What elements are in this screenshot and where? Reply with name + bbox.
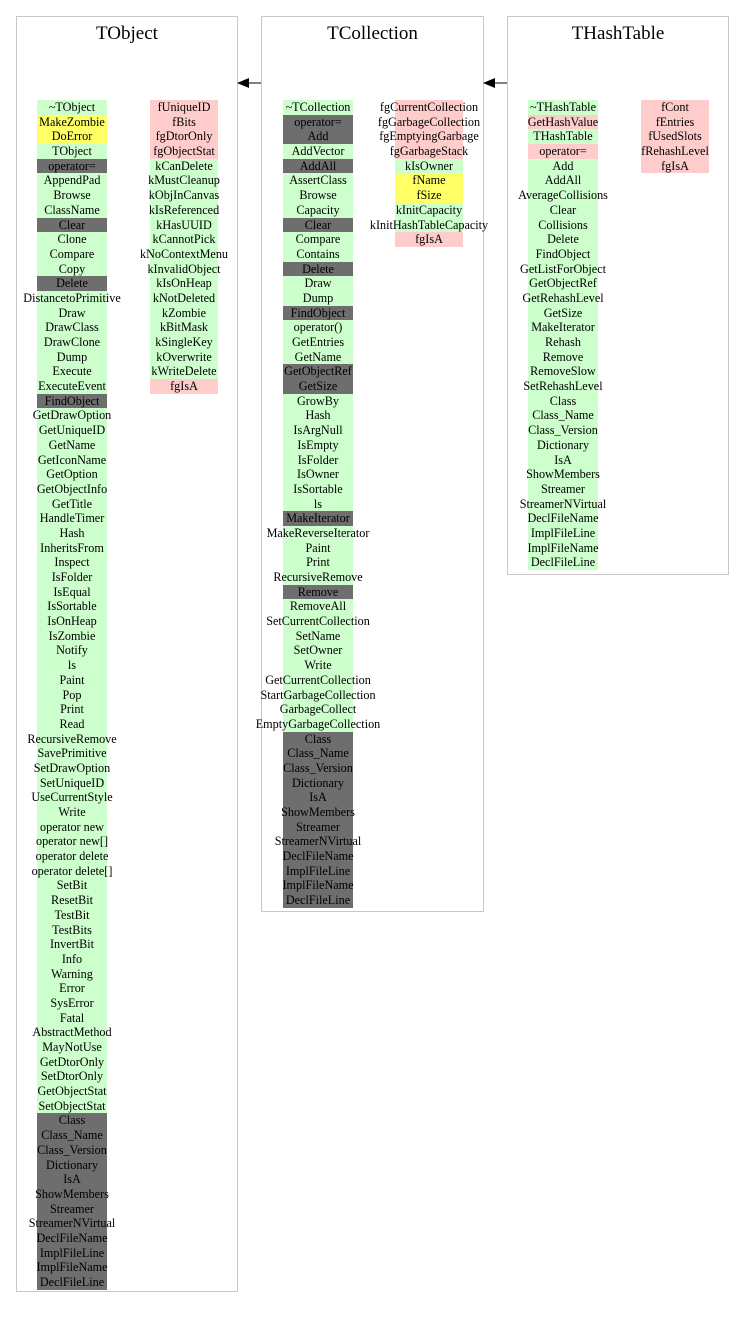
members-column [641,100,709,173]
method-item: Class_Name [37,1128,107,1143]
method-item: Browse [283,188,353,203]
data-member-item: kIsOwner [395,159,463,174]
data-member-item: kCannotPick [150,232,218,247]
data-member-item: fgIsA [150,379,218,394]
method-item: Streamer [283,820,353,835]
method-item: ls [37,658,107,673]
method-item: Compare [37,247,107,262]
method-item: Streamer [528,482,598,497]
method-item: Dictionary [37,1158,107,1173]
data-member-item: fgEmptyingGarbage [379,129,479,144]
method-item: GetUniqueID [38,423,106,438]
method-item: IsFolder [37,570,107,585]
method-item: RecursiveRemove [27,731,117,746]
method-item: Draw [37,306,107,321]
method-item: DrawClass [37,320,107,335]
method-item: Hash [37,526,107,541]
method-item: GetObjectInfo [36,481,108,496]
method-item: Contains [283,247,353,262]
method-item: GetCurrentCollection [265,672,371,687]
method-item: MakeZombie [37,115,107,130]
method-item: ~THashTable [528,100,598,115]
data-member-item: kHasUUID [150,218,218,233]
method-item: Paint [37,673,107,688]
method-item: AddAll [528,173,598,188]
data-member-item: fEntries [641,115,709,130]
method-item: IsA [528,453,598,468]
method-item: Write [37,805,107,820]
method-item: GetEntries [283,335,353,350]
data-member-item: kNoContextMenu [140,246,229,261]
method-item: Dictionary [283,776,353,791]
method-item: Class_Name [528,408,598,423]
method-item: operator() [283,320,353,335]
data-member-item: fRehashLevel [641,144,709,159]
method-item: Write [283,658,353,673]
data-member-item: kWriteDelete [151,364,217,379]
data-member-item: kSingleKey [150,335,218,350]
method-item: Collisions [528,218,598,233]
method-item: SetObjectStat [38,1098,106,1113]
method-item: Read [37,717,107,732]
method-item: GetDtorOnly [37,1055,107,1070]
data-member-item: fgIsA [641,159,709,174]
data-member-item: fgIsA [395,232,463,247]
method-item: Execute [37,364,107,379]
method-item: DoError [37,129,107,144]
data-member-item: fCont [641,100,709,115]
method-item: GarbageCollect [279,702,357,717]
method-item: Draw [283,276,353,291]
method-item: StreamerNVirtual [28,1216,116,1231]
method-item: IsA [37,1172,107,1187]
method-item: IsSortable [283,482,353,497]
class-title: THashTable [571,23,665,44]
method-item: StreamerNVirtual [274,834,362,849]
method-item: Print [283,555,353,570]
method-item: DeclFileName [527,511,599,526]
method-item: GrowBy [283,394,353,409]
method-item: ImplFileName [282,878,354,893]
method-item: AddAll [283,159,353,174]
data-member-item: kZombie [150,306,218,321]
method-item: ImplFileName [527,540,599,555]
method-item: IsOnHeap [37,614,107,629]
arrow-thashtable-to-tcollection [483,78,507,88]
data-member-item: fUniqueID [150,100,218,115]
method-item: MakeReverseIterator [266,525,370,540]
method-item: Class_Name [283,746,353,761]
data-member-item: fgDtorOnly [150,129,218,144]
method-item: Info [37,952,107,967]
data-member-item: fgGarbageCollection [377,114,481,129]
method-item: Delete [528,232,598,247]
method-item: Clear [37,218,107,233]
arrow-tcollection-to-tobject [237,78,261,88]
method-item: Class [528,394,598,409]
method-item: UseCurrentStyle [31,790,113,805]
data-member-item: kOverwrite [150,350,218,365]
method-item: Dictionary [528,438,598,453]
method-item: GetOption [37,467,107,482]
method-item: Capacity [283,203,353,218]
method-item: FindObject [37,394,107,409]
method-item: SetDtorOnly [37,1069,107,1084]
method-item: EmptyGarbageCollection [255,716,381,731]
method-item: SetBit [37,878,107,893]
method-item: IsZombie [37,629,107,644]
method-item: operator= [37,159,107,174]
method-item: Class_Version [528,423,598,438]
method-item: ClassName [37,203,107,218]
data-member-item: kMustCleanup [148,173,220,188]
method-item: operator new [37,820,107,835]
members-column [140,100,229,394]
data-member-item: fgGarbageStack [389,144,469,159]
method-item: operator delete [35,849,109,864]
class-box-thashtable [507,16,729,575]
method-item: GetIconName [37,452,107,467]
method-item: Browse [37,188,107,203]
method-item: Class [283,732,353,747]
method-item: Dump [283,291,353,306]
data-member-item: fBits [150,115,218,130]
method-item: DistancetoPrimitive [23,290,121,305]
data-member-item: kInitCapacity [395,202,463,217]
method-item: InvertBit [37,937,107,952]
method-item: SysError [37,996,107,1011]
method-item: SetDrawOption [33,760,111,775]
method-item: Compare [283,232,353,247]
method-item: DeclFileLine [283,893,353,908]
method-item: MakeIterator [283,511,353,526]
data-member-item: kObjInCanvas [148,188,220,203]
data-member-item: fSize [395,188,463,203]
members-column [369,100,489,247]
method-item: ImplFileLine [528,526,598,541]
method-item: ShowMembers [281,805,355,819]
method-item: DeclFileLine [37,1275,107,1290]
data-member-item: kCanDelete [150,159,218,174]
method-item: GetName [283,350,353,365]
data-member-item: kBitMask [150,320,218,335]
data-member-item: fUsedSlots [641,129,709,144]
method-item: DeclFileLine [528,555,598,570]
data-member-item: fgObjectStat [150,144,218,159]
method-item: Hash [283,408,353,423]
method-item: ImplFileLine [283,864,353,879]
method-item: Warning [37,967,107,982]
method-item: operator new[] [35,834,109,849]
method-item: Delete [283,262,353,277]
data-member-item: kNotDeleted [150,291,218,306]
method-item: GetObjectRef [284,364,352,379]
method-item: THashTable [528,129,598,144]
data-member-item: fgCurrentCollection [379,100,479,114]
method-item: Clear [528,203,598,218]
method-item: Dump [37,350,107,365]
method-item: Clear [283,218,353,233]
method-item: AverageCollisions [518,188,608,203]
method-item: RemoveAll [283,599,353,614]
method-item: Copy [37,262,107,277]
method-item: SetCurrentCollection [266,614,370,629]
method-item: Class_Version [37,1142,107,1157]
method-item: operator= [528,144,598,159]
method-item: IsFolder [283,453,353,468]
method-item: Delete [37,276,107,291]
method-item: GetTitle [37,497,107,512]
method-item: DeclFileName [282,849,354,864]
method-item: ShowMembers [526,467,600,482]
method-item: Clone [37,232,107,247]
method-item: HandleTimer [37,511,107,526]
method-item: IsArgNull [283,423,353,438]
method-item: ResetBit [37,893,107,908]
method-item: Rehash [528,335,598,350]
method-item: AbstractMethod [32,1025,112,1040]
method-item: GetObjectRef [529,276,597,291]
method-item: ls [283,497,353,512]
method-item: MayNotUse [37,1040,107,1055]
method-item: GetHashValue [527,114,599,129]
method-item: GetName [37,438,107,453]
method-item: Remove [528,350,598,365]
method-item: IsEqual [37,585,107,600]
method-item: TestBits [37,923,107,938]
method-item: RemoveSlow [528,364,598,379]
method-item: GetRehashLevel [522,290,604,305]
method-item: GetSize [283,379,353,394]
method-item: StreamerNVirtual [519,496,607,511]
method-item: IsSortable [37,599,107,614]
method-item: FindObject [528,247,598,262]
method-item: InheritsFrom [37,541,107,556]
method-item: operator delete[] [31,863,113,878]
method-item: Pop [37,688,107,703]
class-box-tobject [16,16,238,1292]
data-member-item: kInvalidObject [147,261,221,276]
method-item: DeclFileName [36,1230,108,1245]
data-member-item: kIsReferenced [148,202,220,217]
method-item: Notify [37,643,107,658]
method-item: SavePrimitive [37,746,107,761]
method-item: Class [37,1113,107,1128]
method-item: RecursiveRemove [273,570,363,584]
method-item: Add [283,129,353,144]
method-item: Class_Version [283,760,353,775]
method-item: Error [37,981,107,996]
methods-column [518,100,608,570]
method-item: ImplFileName [36,1260,108,1275]
method-item: TestBit [37,908,107,923]
method-item: GetSize [528,306,598,321]
method-item: Paint [283,541,353,556]
method-item: SetUniqueID [37,776,107,791]
method-item: MakeIterator [528,320,598,335]
data-member-item: fName [395,173,463,188]
method-item: AssertClass [283,173,353,188]
method-item: ~TCollection [283,100,353,115]
class-title: TObject [96,23,158,44]
method-item: Inspect [37,555,107,570]
methods-column [23,100,121,1290]
method-item: ImplFileLine [37,1246,107,1261]
method-item: GetObjectStat [37,1084,107,1099]
method-item: IsOwner [283,467,353,482]
method-item: GetListForObject [520,261,606,276]
class-box-tcollection [255,16,489,912]
data-member-item: kInitHashTableCapacity [369,217,489,232]
method-item: IsEmpty [283,438,353,453]
method-item: IsA [283,790,353,805]
method-item: DrawClone [37,335,107,350]
method-item: GetDrawOption [32,408,112,423]
method-item: StartGarbageCollection [260,687,376,702]
method-item: AppendPad [37,173,107,188]
method-item: Remove [283,585,353,600]
method-item: Fatal [37,1011,107,1026]
method-item: Add [528,159,598,174]
method-item: FindObject [283,306,353,321]
method-item: Streamer [37,1202,107,1217]
method-item: operator= [283,115,353,130]
method-item: SetName [283,629,353,644]
method-item: ExecuteEvent [38,379,106,394]
data-member-item: kIsOnHeap [150,276,218,291]
methods-column [255,100,381,908]
method-item: ShowMembers [35,1186,109,1201]
method-item: TObject [37,144,107,159]
method-item: SetOwner [283,643,353,658]
method-item: SetRehashLevel [523,379,603,394]
method-item: Print [37,702,107,717]
method-item: ~TObject [37,100,107,115]
method-item: AddVector [283,144,353,159]
class-title: TCollection [327,23,418,44]
